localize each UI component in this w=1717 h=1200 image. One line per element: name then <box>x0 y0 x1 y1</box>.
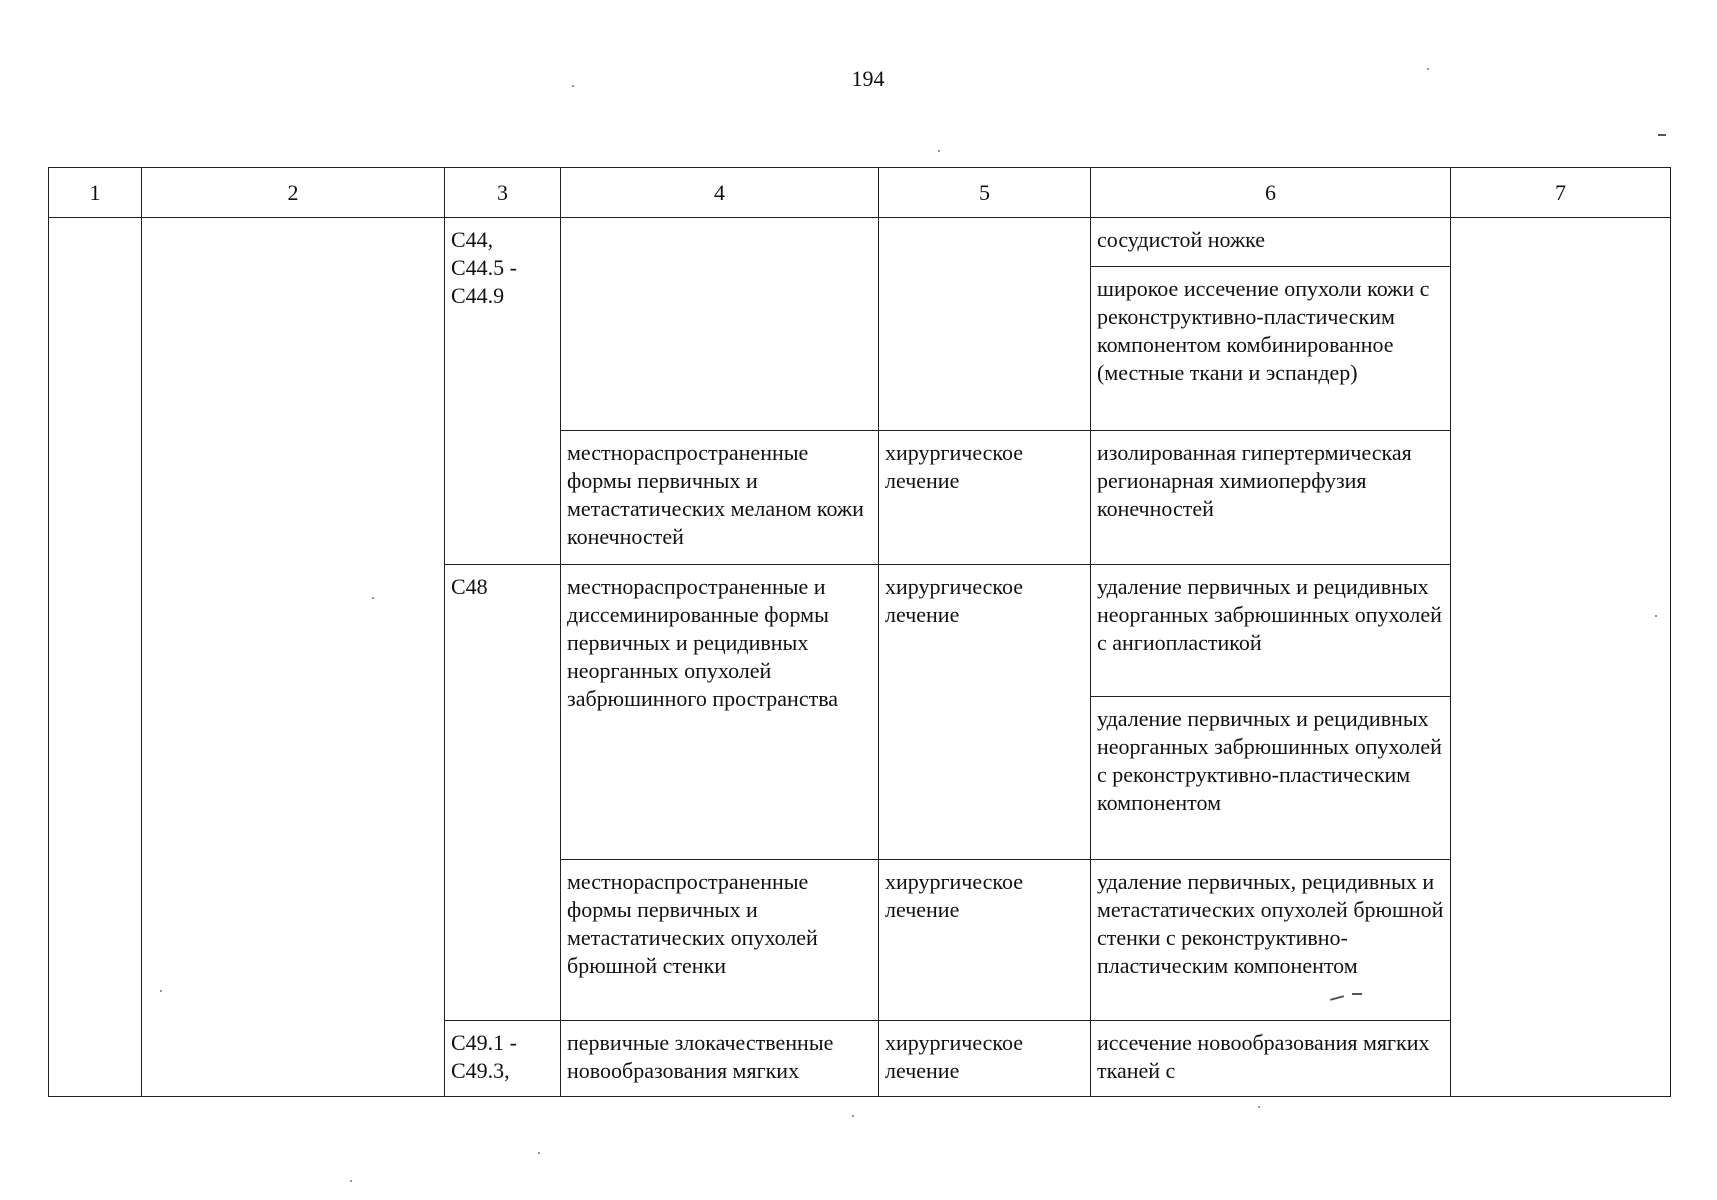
method-text: удаление первичных, рецидивных и метастатических опухолей брюшной стенки с реконструктивно-пластическим компонентом <box>1097 869 1444 978</box>
treatment-text: хирургическое лечение <box>885 1030 1024 1083</box>
scan-speck <box>160 990 162 992</box>
method-text: иссечение новообразования мягких тканей с <box>1097 1030 1430 1083</box>
header-col-4: 4 <box>561 168 879 218</box>
cell-model <box>561 1021 879 1097</box>
cell-method <box>1091 218 1451 267</box>
header-col-6: 6 <box>1091 168 1451 218</box>
table-row <box>49 218 1671 267</box>
method-text: удаление первичных и рецидивных неорганных забрюшинных опухолей с ангиопластикой <box>1097 574 1442 655</box>
codes-text: С44, С44.5 - С44.9 <box>451 227 517 308</box>
cell-method <box>1091 565 1451 697</box>
cell-model-empty <box>561 218 879 431</box>
cell-treatment <box>879 431 1091 565</box>
cell-method <box>1091 1021 1451 1097</box>
codes-text: С48 <box>451 574 488 599</box>
model-text: местнораспространенные и диссеминированные формы первичных и рецидивных неорганных опухолей забрюшинного пространства <box>567 574 839 711</box>
scan-speck <box>938 150 940 152</box>
scan-speck <box>1427 68 1429 70</box>
method-text: широкое иссечение опухоли кожи с реконструктивно-пластическим компонентом комбинированное (местные ткани и эспандер) <box>1097 276 1430 385</box>
model-text: первичные злокачественные новообразования мягких <box>567 1030 834 1083</box>
cell-codes-c49 <box>445 1021 561 1097</box>
cell-codes-c44 <box>445 218 561 565</box>
model-text: местнораспространенные формы первичных и метастатических меланом кожи конечностей <box>567 440 864 549</box>
scan-dash <box>1658 134 1666 136</box>
cell-treatment <box>879 860 1091 1021</box>
cell-model <box>561 431 879 565</box>
method-text: удаление первичных и рецидивных неорганных забрюшинных опухолей с реконструктивно-пластическим компонентом <box>1097 706 1442 815</box>
scan-dash <box>1352 993 1362 995</box>
cell-codes-c48 <box>445 565 561 1021</box>
treatment-text: хирургическое лечение <box>885 869 1024 922</box>
header-col-7: 7 <box>1451 168 1671 218</box>
scan-speck <box>372 597 374 599</box>
header-col-1: 1 <box>49 168 142 218</box>
header-col-2: 2 <box>142 168 445 218</box>
method-text: сосудистой ножке <box>1097 227 1266 252</box>
header-col-5: 5 <box>879 168 1091 218</box>
treatment-text: хирургическое лечение <box>885 440 1024 493</box>
codes-text: С49.1 - С49.3, <box>451 1030 517 1083</box>
cell-method <box>1091 860 1451 1021</box>
cell-model <box>561 860 879 1021</box>
cell-col-1 <box>49 218 142 1097</box>
cell-model <box>561 565 879 860</box>
cell-treatment-empty <box>879 218 1091 431</box>
scan-speck <box>572 85 574 87</box>
header-row <box>49 168 1671 218</box>
page-number: 194 <box>851 66 885 91</box>
cell-col-7 <box>1451 218 1671 1097</box>
cell-treatment <box>879 1021 1091 1097</box>
cell-method <box>1091 267 1451 431</box>
scan-speck <box>350 1180 352 1182</box>
scan-speck <box>852 1115 854 1117</box>
cell-method <box>1091 697 1451 860</box>
treatment-text: хирургическое лечение <box>885 574 1024 627</box>
cell-method <box>1091 431 1451 565</box>
scan-speck <box>538 1152 540 1154</box>
scan-speck <box>1258 1106 1260 1108</box>
scan-speck <box>1655 615 1657 617</box>
method-text: изолированная гипертермическая регионарная химиоперфузия конечностей <box>1097 440 1412 521</box>
procedures-table <box>48 167 1671 1097</box>
cell-col-2 <box>142 218 445 1097</box>
model-text: местнораспространенные формы первичных и метастатических опухолей брюшной стенки <box>567 869 818 978</box>
cell-treatment <box>879 565 1091 860</box>
header-col-3: 3 <box>445 168 561 218</box>
